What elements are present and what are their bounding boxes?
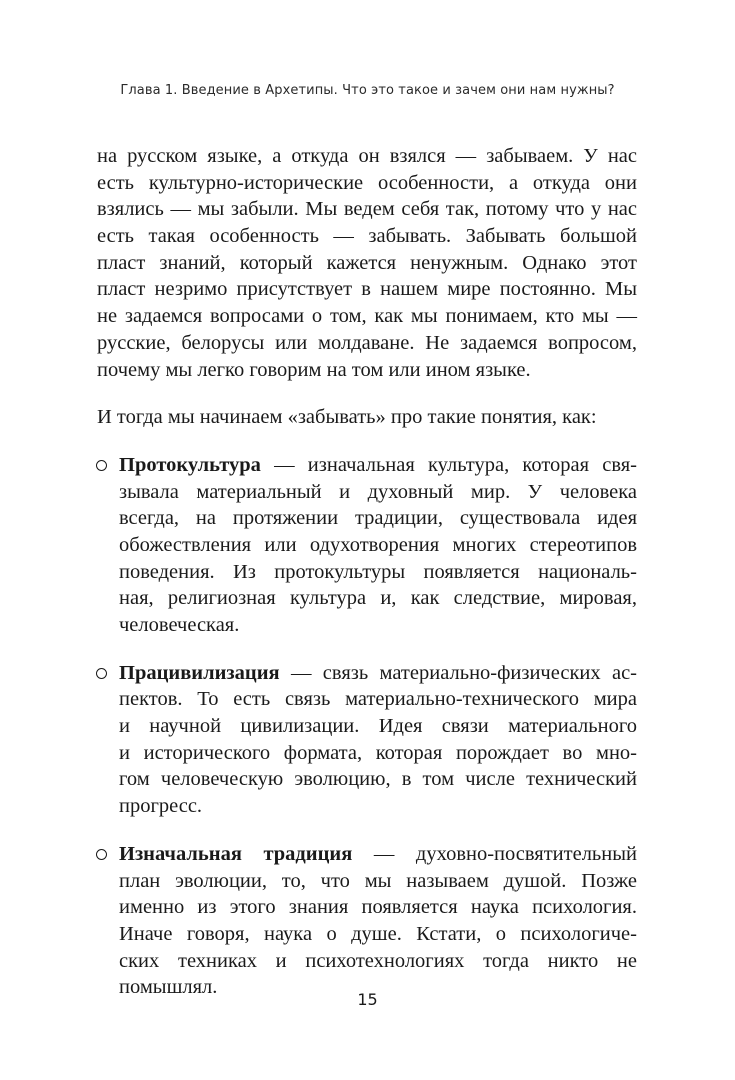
bullet-term: Протокультура — [119, 453, 261, 476]
text-line: взялись — мы забыли. Мы ведем себя так, потому что у нас — [97, 198, 637, 221]
text-line: пласт незримо присутствует в нашем мире постоянно. Мы — [97, 278, 637, 301]
text-line: пектов. То есть связь материально-технического мира — [119, 688, 637, 711]
text-line: почему мы легко говорим на том или ином языке. — [97, 358, 531, 381]
circle-bullet-icon — [96, 849, 107, 860]
text-line: человеческая. — [119, 614, 240, 636]
text-line: поведения. Из протокультуры появляется националь- — [119, 560, 637, 583]
text-line: есть такая особенность — забывать. Забывать большой — [97, 225, 637, 248]
page-body — [97, 143, 637, 1001]
text-line: ная, религиозная культура и, как следствие, мировая, — [119, 587, 637, 610]
circle-bullet-icon — [96, 668, 107, 679]
circle-bullet-icon — [96, 460, 107, 471]
intro-paragraph — [97, 143, 637, 383]
page-number: 15 — [357, 990, 378, 1009]
text-line: план эволюции, то, что мы называем душой. Позже — [119, 869, 637, 892]
bullet-term: Изначальная традиция — [119, 842, 353, 865]
running-head: Глава 1. Введение в Архетипы. Что это такое и зачем они нам нужны? — [120, 83, 615, 98]
bullet-first-line — [119, 660, 637, 687]
text-line: и исторического формата, которая порождает во мно- — [119, 741, 637, 764]
text-line: ских техниках и психотехнологиях тогда никто не — [119, 949, 637, 972]
bullet-text: — изначальная культура, которая свя- — [260, 453, 637, 476]
text-line: гом человеческую эволюцию, в том числе технический — [119, 768, 637, 791]
text-line: помышлял. — [119, 976, 218, 999]
text-line: всегда, на протяжении традиции, существовала идея — [119, 507, 637, 530]
text-line: не задаемся вопросами о том, как мы понимаем, кто мы — — [97, 305, 637, 328]
text-line: русские, белорусы или молдаване. Не задаемся вопросом, — [97, 331, 637, 354]
bullet-item-protoculture — [97, 452, 637, 639]
text-line: пласт знаний, который кажется ненужным. Однако этот — [97, 251, 637, 274]
lead-in-sentence: И тогда мы начинаем «забывать» про такие понятия, как: — [97, 406, 597, 429]
bullet-term: Працивилизация — [119, 661, 280, 684]
bullet-item-pracivilization — [97, 660, 637, 820]
bullet-item-primordial-tradition — [97, 841, 637, 1001]
text-line: именно из этого знания появляется наука психология. — [119, 896, 637, 919]
bullet-first-line — [119, 841, 637, 868]
bullet-first-line — [119, 452, 637, 479]
text-line: зывала материальный и духовный мир. У человека — [119, 480, 637, 503]
bullet-text: — связь материально-физических ас- — [279, 661, 637, 684]
bullet-text: — духовно-посвятительный — [352, 842, 637, 865]
text-line: есть культурно-исторические особенности, а откуда они — [97, 171, 637, 194]
text-line: Иначе говоря, наука о душе. Кстати, о психологиче- — [119, 922, 637, 945]
text-line: и научной цивилизации. Идея связи материального — [119, 715, 637, 738]
text-line: на русском языке, а откуда он взялся — забываем. У нас — [97, 145, 637, 167]
text-line: прогресс. — [119, 795, 203, 818]
text-line: обожествления или одухотворения многих стереотипов — [119, 533, 637, 556]
